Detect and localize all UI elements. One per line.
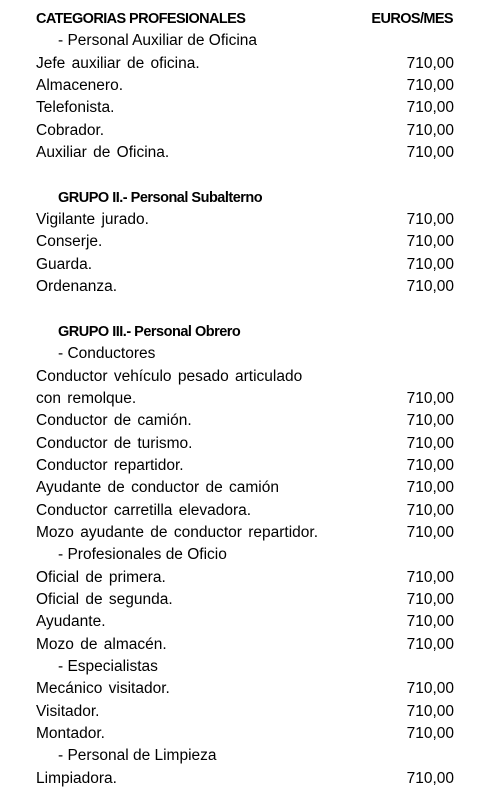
table-header [36,8,454,30]
salary-table [36,8,454,790]
table-row [36,500,454,522]
salary-value: 710,00 [406,635,454,653]
salary-value: 710,00 [406,501,454,519]
table-row [36,611,454,633]
table-row [36,410,454,432]
category-name: Conductor carretilla elevadora. [36,501,252,519]
category-name: Telefonista. [36,99,115,117]
category-name: Auxiliar de Oficina. [36,144,170,162]
salary-value: 710,00 [406,77,454,95]
salary-value: 710,00 [406,769,454,787]
table-row [36,701,454,723]
salary-value: 710,00 [406,389,454,407]
salary-value: 710,00 [406,523,454,541]
table-row [36,567,454,589]
table-row [36,634,454,656]
salary-value: 710,00 [406,702,454,720]
category-name: Mozo de almacén. [36,635,167,653]
salary-value: 710,00 [406,590,454,608]
salary-value: 710,00 [406,412,454,430]
table-row [36,53,454,75]
table-row [36,120,454,142]
table-row [36,209,454,231]
spacer [36,298,454,320]
category-name: Conserje. [36,233,103,251]
table-body [36,30,454,790]
spacer [36,164,454,186]
category-name: Conductor vehículo pesado articulado [36,367,303,385]
subsection-heading: - Especialistas [58,657,158,675]
group-heading: GRUPO III.- Personal Obrero [58,323,241,340]
table-row [36,276,454,298]
table-row [36,589,454,611]
header-euros-per-month: EUROS/MES [371,11,453,27]
table-row [36,388,454,410]
subsection-heading: - Personal de Limpieza [58,747,217,765]
subsection-heading: - Personal Auxiliar de Oficina [58,32,258,50]
category-name: Oficial de segunda. [36,590,173,608]
category-name: Visitador. [36,702,100,720]
category-name: con remolque. [36,389,137,407]
category-name: Cobrador. [36,121,105,139]
salary-value: 710,00 [406,121,454,139]
category-name: Jefe auxiliar de oficina. [36,54,200,72]
table-row [36,477,454,499]
salary-value: 710,00 [406,725,454,742]
salary-value: 710,00 [406,479,454,497]
salary-value: 710,00 [406,233,454,251]
table-row [36,142,454,164]
salary-value: 710,00 [406,54,454,72]
category-name: Almacenero. [36,77,124,95]
salary-value: 710,00 [406,568,454,586]
salary-value: 710,00 [406,613,454,631]
table-row [36,522,454,544]
salary-value: 710,00 [406,434,454,452]
category-name: Guarda. [36,255,93,273]
table-row [36,254,454,276]
salary-value: 710,00 [406,144,454,162]
salary-value: 710,00 [406,211,454,229]
table-row [36,366,454,388]
category-name: Montador. [36,725,105,742]
table-row [36,75,454,97]
category-name: Ordenanza. [36,278,117,296]
table-row [36,231,454,253]
category-name: Conductor de camión. [36,412,192,430]
category-name: Vigilante jurado. [36,211,149,229]
group-heading: GRUPO II.- Personal Subalterno [58,189,263,206]
salary-value: 710,00 [406,456,454,474]
header-categories: CATEGORIAS PROFESIONALES [36,11,246,27]
table-row [36,723,454,745]
category-name: Mecánico visitador. [36,680,170,698]
category-name: Mozo ayudante de conductor repartidor. [36,523,319,541]
salary-value: 710,00 [406,680,454,698]
table-row [36,97,454,119]
salary-value: 710,00 [406,99,454,117]
category-name: Conductor repartidor. [36,456,184,474]
table-row [36,768,454,790]
salary-value: 710,00 [406,278,454,296]
subsection-heading: - Conductores [58,345,156,363]
category-name: Oficial de primera. [36,568,166,586]
category-name: Conductor de turismo. [36,434,193,452]
category-name: Limpiadora. [36,769,117,787]
category-name: Ayudante de conductor de camión [36,479,279,497]
table-row [36,455,454,477]
category-name: Ayudante. [36,613,106,631]
salary-value: 710,00 [406,255,454,273]
table-row [36,678,454,700]
table-row [36,433,454,455]
subsection-heading: - Profesionales de Oficio [58,546,227,564]
